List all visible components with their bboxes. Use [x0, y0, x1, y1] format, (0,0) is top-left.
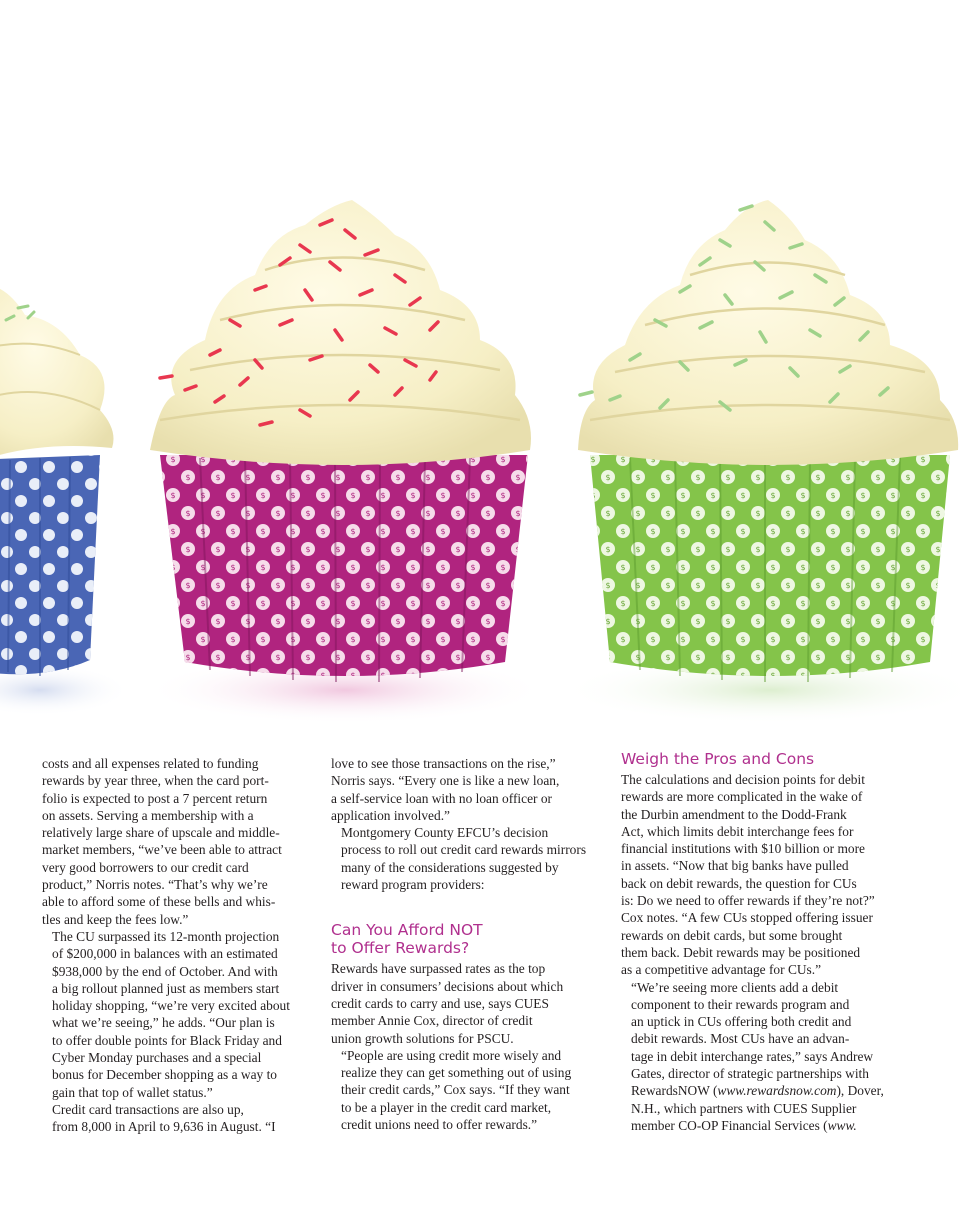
text-line: rewards are more complicated in the wake of	[621, 789, 863, 805]
text-line: in assets. “Now that big banks have pulled	[621, 858, 849, 874]
text-line: The CU surpassed its 12-month projection	[52, 928, 280, 944]
heading-line: to Offer Rewards?	[331, 939, 470, 958]
text-line: product,” Norris notes. “That’s why we’re	[42, 877, 268, 893]
text-line: market members, “we’ve been able to attract	[42, 842, 282, 858]
text-line: tage in debit interchange rates,” says Andrew	[631, 1048, 874, 1064]
text-line: a self-service loan with no loan officer or	[331, 790, 552, 806]
text-line: Norris says. “Every one is like a new loan,	[331, 773, 560, 789]
text-line: reward program providers:	[341, 877, 485, 893]
text-line: credit unions need to offer rewards.”	[341, 1117, 538, 1133]
text-line: folio is expected to post a 7 percent return	[42, 790, 268, 806]
text-line: rewards by year three, when the card port-	[42, 773, 269, 789]
text-line: Cox notes. “A few CUs stopped offering issuer	[621, 910, 873, 926]
article-body	[0, 750, 960, 1185]
column-3	[621, 750, 891, 1134]
text-line: member Annie Cox, director of credit	[331, 1013, 533, 1029]
text-line: as a competitive advantage for CUs.”	[621, 962, 822, 978]
text-line: their credit cards,” Cox says. “If they want	[341, 1082, 570, 1098]
text-line: debit rewards. Most CUs have an advan-	[631, 1031, 850, 1047]
text-line: N.H., which partners with CUES Supplier	[631, 1100, 857, 1116]
section-heading-pros-cons: Weigh the Pros and Cons	[621, 750, 815, 768]
text-line: credit cards to carry and use, says CUES	[331, 995, 549, 1011]
text-line: of $200,000 in balances with an estimated	[52, 946, 278, 962]
text-line: love to see those transactions on the rise,”	[331, 756, 556, 771]
heading-line: Can You Afford NOT	[331, 921, 483, 940]
col1-paragraph-3	[42, 1101, 312, 1136]
column-1	[42, 755, 312, 1136]
text-line: realize they can get something out of using	[341, 1065, 572, 1081]
text-line: very good borrowers to our credit card	[42, 859, 249, 875]
text-line: Rewards have surpassed rates as the top	[331, 961, 546, 977]
text-line: Credit card transactions are also up,	[52, 1101, 244, 1117]
text-line: “People are using credit more wisely and	[341, 1047, 562, 1063]
column-2	[331, 755, 601, 1133]
text-line: on assets. Serving a membership with a	[42, 807, 254, 823]
text-line: process to roll out credit card rewards mirrors	[341, 842, 587, 858]
text-line	[621, 1082, 891, 1099]
text-line: bonus for December shopping as a way to	[52, 1067, 277, 1083]
col2-paragraph-3	[331, 960, 601, 1046]
text-line: holiday shopping, “we’re very excited about	[52, 998, 290, 1014]
text-line: Gates, director of strategic partnerships with	[631, 1066, 869, 1082]
text-line: what we’re seeing,” he adds. “Our plan is	[52, 1015, 275, 1031]
text-line: “We’re seeing more clients add a debit	[631, 979, 839, 995]
text-line: $938,000 by the end of October. And with	[52, 963, 278, 979]
col2-paragraph-4	[331, 1047, 601, 1133]
text-line: gain that top of wallet status.”	[52, 1084, 213, 1100]
text-line: back on debit rewards, the question for CUs	[621, 875, 857, 891]
text-line: component to their rewards program and	[631, 996, 850, 1012]
rewardsnow-url: www.rewardsnow.com	[717, 1083, 837, 1099]
text-line: financial institutions with $10 billion or more	[621, 841, 865, 857]
text-line: to offer double points for Black Friday and	[52, 1032, 282, 1048]
text-line: a big rollout planned just as members start	[52, 980, 280, 996]
text-line: Act, which limits debit interchange fees for	[621, 823, 854, 839]
text-line	[621, 1117, 891, 1134]
col2-paragraph-1	[331, 755, 601, 824]
text-line: to be a player in the credit card market,	[341, 1099, 552, 1115]
section-heading-afford-rewards	[331, 921, 601, 957]
col3-paragraph-2	[621, 979, 891, 1135]
text-line: driver in consumers’ decisions about which	[331, 978, 564, 994]
text-fragment: RewardsNOW (	[631, 1083, 718, 1099]
text-line: The calculations and decision points for debit	[621, 772, 865, 787]
text-line: union growth solutions for PSCU.	[331, 1030, 514, 1046]
text-line: relatively large share of upscale and middle-	[42, 825, 280, 841]
text-line: Montgomery County EFCU’s decision	[341, 825, 549, 841]
text-line: the Durbin amendment to the Dodd-Frank	[621, 806, 847, 822]
col3-paragraph-1	[621, 771, 891, 979]
text-line: tles and keep the fees low.”	[42, 911, 189, 927]
text-line: costs and all expenses related to funding	[42, 756, 259, 771]
text-line: able to afford some of these bells and whis-	[42, 894, 276, 910]
col1-paragraph-1	[42, 755, 312, 928]
text-line: Cyber Monday purchases and a special	[52, 1050, 262, 1066]
text-line: them back. Debit rewards may be positioned	[621, 944, 861, 960]
co-op-url: www.	[827, 1117, 857, 1133]
text-fragment: ), Dover,	[836, 1083, 884, 1099]
green-cupcake	[578, 200, 958, 682]
text-line: many of the considerations suggested by	[341, 859, 559, 875]
text-line: rewards on debit cards, but some brought	[621, 927, 843, 943]
text-line: from 8,000 in April to 9,636 in August. “I	[52, 1119, 276, 1135]
col2-paragraph-2	[331, 824, 601, 893]
text-line: application involved.”	[331, 807, 450, 823]
col1-paragraph-2	[42, 928, 312, 1101]
text-fragment: member CO-OP Financial Services (	[631, 1117, 828, 1133]
blue-cupcake	[0, 285, 114, 676]
text-line: an uptick in CUs offering both credit and	[631, 1014, 852, 1030]
text-line: is: Do we need to offer rewards if they’re not?”	[621, 893, 875, 909]
pink-cupcake	[150, 200, 531, 682]
